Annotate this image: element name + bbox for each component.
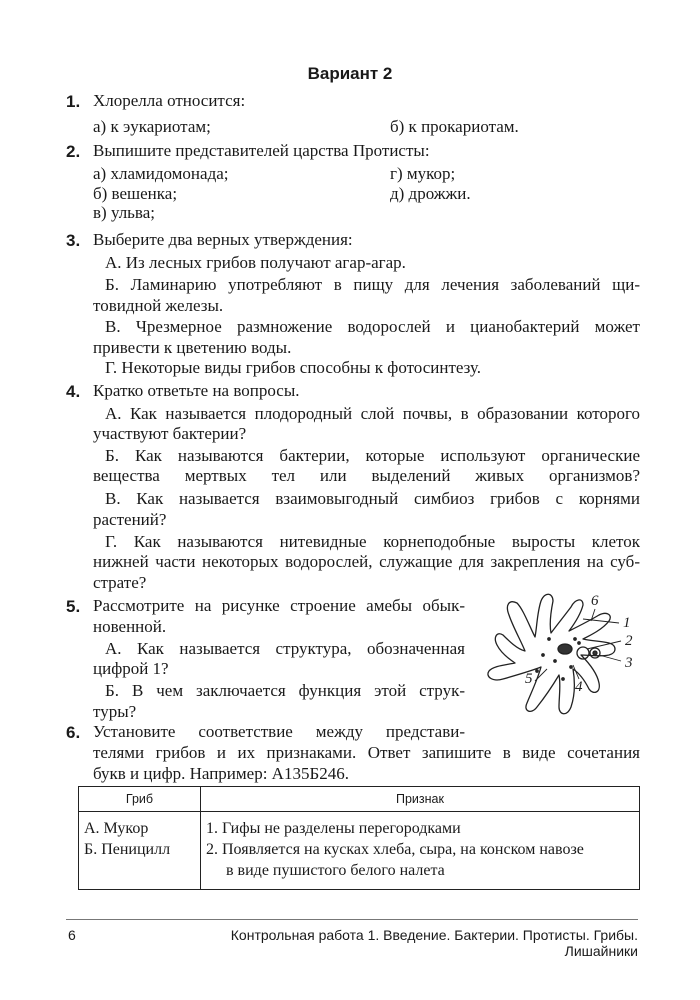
q4-question-c-cont: растений? xyxy=(93,510,167,529)
q2-option-a: а) хламидомонада; xyxy=(93,164,229,183)
q4-question-a: А. Как называется плодородный слой почвы, в образовании которого xyxy=(105,404,640,423)
fungus-a: А. Мукор xyxy=(84,820,149,837)
page-number: 6 xyxy=(68,927,76,943)
q4-question-b-cont: вещества мертвых тел или выделений живых организмов? xyxy=(93,466,640,485)
q4-question-c: В. Как называется взаимовыгодный симбиоз грибов с корнями xyxy=(105,489,640,508)
q3-number: 3. xyxy=(66,231,81,250)
feature-2: 2. Появляется на кусках хлеба, сыра, на конском навозе xyxy=(206,841,584,858)
label-6: 6 xyxy=(591,593,599,609)
label-3: 3 xyxy=(625,655,633,671)
amoeba-nucleus xyxy=(558,644,572,654)
q5-question-a-cont: цифрой 1? xyxy=(93,659,169,678)
footer-divider xyxy=(66,919,638,920)
q1-text: Хлорелла относится: xyxy=(93,91,246,110)
q4-number: 4. xyxy=(66,382,81,401)
q3-statement-b-cont: товидной железы. xyxy=(93,296,224,315)
q5-text-cont: новенной. xyxy=(93,617,167,636)
q5-question-b: Б. В чем заключается функция этой струк- xyxy=(105,681,465,700)
table-header-feature: Признак xyxy=(201,787,640,812)
q2-number: 2. xyxy=(66,142,81,161)
q5-number: 5. xyxy=(66,597,81,616)
q6-text-cont: телями грибов и их признаками. Ответ запишите в виде сочетания xyxy=(93,743,640,762)
feature-1: 1. Гифы не разделены перегородками xyxy=(206,820,461,837)
q4-question-d-cont2: страте? xyxy=(93,573,147,592)
fungi-cell xyxy=(79,812,201,890)
table-header-fungus: Гриб xyxy=(79,787,201,812)
label-1: 1 xyxy=(623,615,631,631)
q3-statement-a: А. Из лесных грибов получают агар-агар. xyxy=(105,253,406,272)
q6-number: 6. xyxy=(66,723,81,742)
q5-text: Рассмотрите на рисунке строение амебы обык- xyxy=(93,596,465,615)
q4-question-a-cont: участвуют бактерии? xyxy=(93,424,247,443)
amoeba-figure xyxy=(479,579,649,727)
variant-title: Вариант 2 xyxy=(307,64,393,83)
q6-text: Установите соответствие между представи- xyxy=(93,722,465,741)
q4-text: Кратко ответьте на вопросы. xyxy=(93,381,300,400)
q2-option-b: б) вешенка; xyxy=(93,184,178,203)
fungus-b: Б. Пеницилл xyxy=(84,841,171,858)
table-row xyxy=(79,812,640,890)
q3-statement-d: Г. Некоторые виды грибов способны к фотосинтезу. xyxy=(105,358,482,377)
q4-question-d-cont: нижней части некоторых водорослей, служащие для закрепления на суб- xyxy=(93,552,640,571)
q5-question-b-cont: туры? xyxy=(93,702,137,721)
feature-2-cont: в виде пушистого белого налета xyxy=(226,862,445,879)
q3-text: Выберите два верных утверждения: xyxy=(93,230,353,249)
q3-statement-b: Б. Ламинарию употребляют в пищу для лечения заболеваний щи- xyxy=(105,275,640,294)
q4-question-b: Б. Как называются бактерии, которые используют органические xyxy=(105,446,640,465)
q4-question-d: Г. Как называются нитевидные корнеподобные выросты клеток xyxy=(105,532,640,551)
q2-text: Выпишите представителей царства Протисты: xyxy=(93,141,430,160)
q2-option-v: в) ульва; xyxy=(93,203,155,222)
q3-statement-c-cont: привести к цветению воды. xyxy=(93,338,292,357)
q1-number: 1. xyxy=(66,92,81,111)
running-title: Контрольная работа 1. Введение. Бактерии. Протисты. Грибы. Лишайники xyxy=(230,927,638,959)
features-cell xyxy=(201,812,640,890)
label-4: 4 xyxy=(575,679,583,695)
q2-option-d: д) дрожжи. xyxy=(390,184,471,203)
q1-option-b: б) к прокариотам. xyxy=(390,117,519,136)
q5-question-a: А. Как называется структура, обозначенная xyxy=(105,639,465,658)
q6-text-cont2: букв и цифр. Например: А135Б246. xyxy=(93,764,349,783)
label-2: 2 xyxy=(625,633,633,649)
q2-option-g: г) мукор; xyxy=(390,164,456,183)
label-5: 5 xyxy=(525,671,533,687)
q1-option-a: а) к эукариотам; xyxy=(93,117,211,136)
q3-statement-c: В. Чрезмерное размножение водорослей и цианобактерий может xyxy=(105,317,640,336)
matching-table xyxy=(78,786,640,890)
